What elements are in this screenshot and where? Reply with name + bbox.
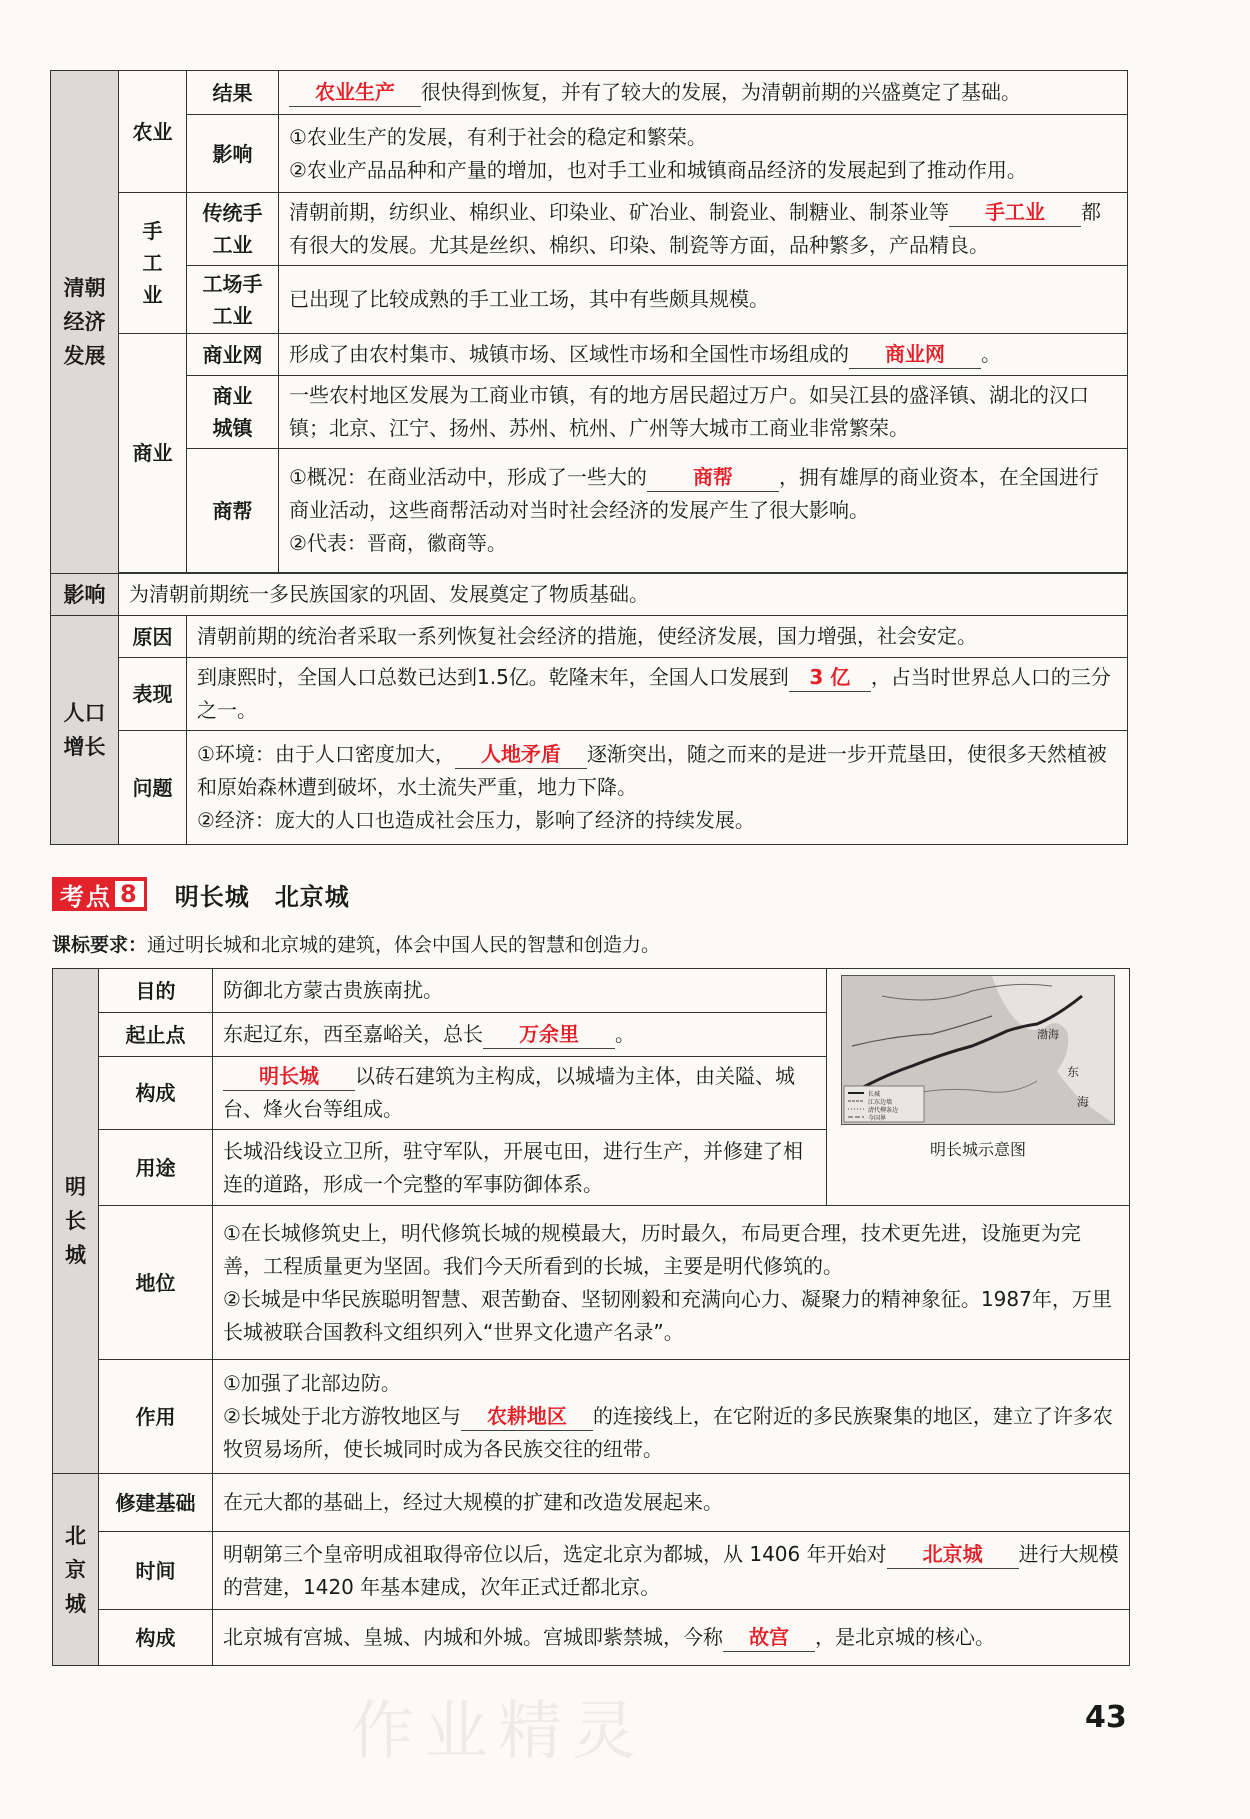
label-beijing-composition: 构成	[99, 1610, 213, 1666]
label-cause: 原因	[119, 616, 187, 658]
section-title: 明长城 北京城	[174, 882, 350, 911]
cell-commerce-net: 形成了由农村集市、城镇市场、区域性市场和全国性市场组成的 商业网 。	[279, 334, 1128, 376]
label-overall-influence: 影响	[51, 574, 119, 616]
cell-base: 在元大都的基础上，经过大规模的扩建和改造发展起来。	[213, 1474, 1130, 1532]
label-use: 用途	[99, 1130, 213, 1206]
answer-blank: 明长城	[223, 1062, 355, 1091]
section-header	[52, 876, 350, 912]
great-wall-beijing-table	[52, 968, 1130, 1666]
cell-range: 东起辽东，西至嘉峪关，总长 万余里 。	[213, 1013, 827, 1057]
label-merchant-gang: 商帮	[187, 449, 279, 573]
answer-blank: 农业生产	[289, 78, 421, 107]
answer-blank: 故宫	[723, 1623, 815, 1652]
answer-blank: 人地矛盾	[455, 740, 587, 769]
cell-role: ①加强了北部边防。 ②长城处于北方游牧地区与 农耕地区 的连接线上，在它附近的多民族聚集的地区，建立了许多农牧贸易场所，使长城同时成为各民族交往的纽带。	[213, 1360, 1130, 1474]
map-label-east: 东	[1067, 1065, 1080, 1079]
label-factory: 工场手工业	[187, 266, 279, 334]
section-badge: 考点 8	[52, 877, 147, 911]
label-status: 地位	[99, 1206, 213, 1360]
category-agri: 农业	[119, 71, 187, 193]
watermark: 作业精灵	[350, 1695, 646, 1769]
cell-composition: 明长城 以砖石建筑为主构成，以城墙为主体，由关隘、城台、烽火台等组成。	[213, 1057, 827, 1130]
map-image	[842, 976, 1114, 1124]
curriculum-requirement: 课标要求：通过明长城和北京城的建筑，体会中国人民的智慧和创造力。	[52, 934, 661, 956]
answer-blank: 3 亿	[789, 663, 871, 692]
group-population: 人口增长	[51, 616, 119, 845]
cell-status: ①在长城修筑史上，明代修筑长城的规模最大，历时最久，布局更合理，技术更先进，设施更为完善，工程质量更为坚固。我们今天所看到的长城，主要是明代修筑的。 ②长城是中华民族聪明智慧、艰苦勤奋、坚韧刚毅和充满向心力、凝聚力的精神象征。1987年，万里长城被联合国教科文组织列入“世界文化遗产名录”。	[213, 1206, 1130, 1360]
label-show: 表现	[119, 658, 187, 731]
section-number: 8	[115, 881, 144, 907]
cell-problem: ①环境：由于人口密度加大， 人地矛盾 逐渐突出，随之而来的是进一步开荒垦田，使很多天然植被和原始森林遭到破坏，水土流失严重，地力下降。 ②经济：庞大的人口也造成社会压力，影响了经济的持续发展。	[187, 731, 1128, 845]
cell-time: 明朝第三个皇帝明成祖取得帝位以后，选定北京为都城，从 1406 年开始对 北京城 进行大规模的营建，1420 年基本建成，次年正式迁都北京。	[213, 1532, 1130, 1610]
map-label-bohai: 渤海	[1037, 1028, 1059, 1041]
map-legend-item: 今国界	[868, 1115, 887, 1122]
answer-blank: 北京城	[887, 1540, 1019, 1569]
cell-agri-influence: ①农业生产的发展，有利于社会的稳定和繁荣。 ②农业产品品种和产量的增加，也对手工业和城镇商品经济的发展起到了推动作用。	[279, 115, 1128, 193]
great-wall-map	[841, 975, 1115, 1125]
label-time: 时间	[99, 1532, 213, 1610]
category-craft: 手工业	[119, 193, 187, 334]
page-number: 43	[1085, 1700, 1127, 1735]
label-problem: 问题	[119, 731, 187, 845]
cell-factory: 已出现了比较成熟的手工业工场，其中有些颇具规模。	[279, 266, 1128, 334]
cell-purpose: 防御北方蒙古贵族南扰。	[213, 969, 827, 1013]
cell-cause: 清朝前期的统治者采取一系列恢复社会经济的措施，使经济发展，国力增强，社会安定。	[187, 616, 1128, 658]
cell-commerce-town: 一些农村地区发展为工商业市镇，有的地方居民超过万户。如吴江县的盛泽镇、湖北的汉口镇；北京、江宁、扬州、苏州、杭州、广州等大城市工商业非常繁荣。	[279, 376, 1128, 449]
label-commerce-town: 商业城镇	[187, 376, 279, 449]
label-range: 起止点	[99, 1013, 213, 1057]
label-base: 修建基础	[99, 1474, 213, 1532]
group-great-wall: 明长城	[53, 969, 99, 1474]
label-influence: 影响	[187, 115, 279, 193]
map-label-sea: 海	[1077, 1095, 1090, 1109]
label-traditional-craft: 传统手工业	[187, 193, 279, 266]
answer-blank: 万余里	[483, 1020, 615, 1049]
cell-merchant-gang: ①概况：在商业活动中，形成了一些大的 商帮 ，拥有雄厚的商业资本，在全国进行商业活动，这些商帮活动对当时社会经济的发展产生了很大影响。 ②代表：晋商，徽商等。	[279, 449, 1128, 573]
group-beijing: 北京城	[53, 1474, 99, 1666]
answer-blank: 商帮	[647, 463, 779, 492]
answer-blank: 商业网	[849, 340, 981, 369]
map-caption: 明长城示意图	[929, 1140, 1026, 1159]
cell-agri-result: 农业生产 很快得到恢复，并有了较大的发展，为清朝前期的兴盛奠定了基础。	[279, 71, 1128, 115]
map-legend-item: 江东边墙	[868, 1099, 893, 1106]
label-commerce-net: 商业网	[187, 334, 279, 376]
cell-traditional-craft: 清朝前期，纺织业、棉织业、印染业、矿冶业、制瓷业、制糖业、制茶业等 手工业 都有很大的发展。尤其是丝织、棉织、印染、制瓷等方面，品种繁多，产品精良。	[279, 193, 1128, 266]
label-result: 结果	[187, 71, 279, 115]
label-composition: 构成	[99, 1057, 213, 1130]
cell-show: 到康熙时，全国人口总数已达到1.5亿。乾隆末年，全国人口发展到 3 亿 ，占当时世界总人口的三分之一。	[187, 658, 1128, 731]
qing-economy-table	[50, 70, 1128, 845]
group-qing-economy: 清朝经济发展	[51, 71, 119, 574]
cell-overall-influence: 为清朝前期统一多民族国家的巩固、发展奠定了物质基础。	[119, 574, 1128, 616]
category-commerce: 商业	[119, 334, 187, 573]
label-purpose: 目的	[99, 969, 213, 1013]
label-role: 作用	[99, 1360, 213, 1474]
cell-use: 长城沿线设立卫所，驻守军队，开展屯田，进行生产，并修建了相连的道路，形成一个完整的军事防御体系。	[213, 1130, 827, 1206]
answer-blank: 手工业	[949, 198, 1081, 227]
map-legend-item: 清代柳条边	[868, 1107, 899, 1114]
answer-blank: 农耕地区	[461, 1402, 593, 1431]
cell-beijing-composition: 北京城有宫城、皇城、内城和外城。宫城即紫禁城，今称 故宫 ，是北京城的核心。	[213, 1610, 1130, 1666]
map-legend-item: 长城	[868, 1091, 881, 1098]
map-cell	[827, 969, 1130, 1206]
